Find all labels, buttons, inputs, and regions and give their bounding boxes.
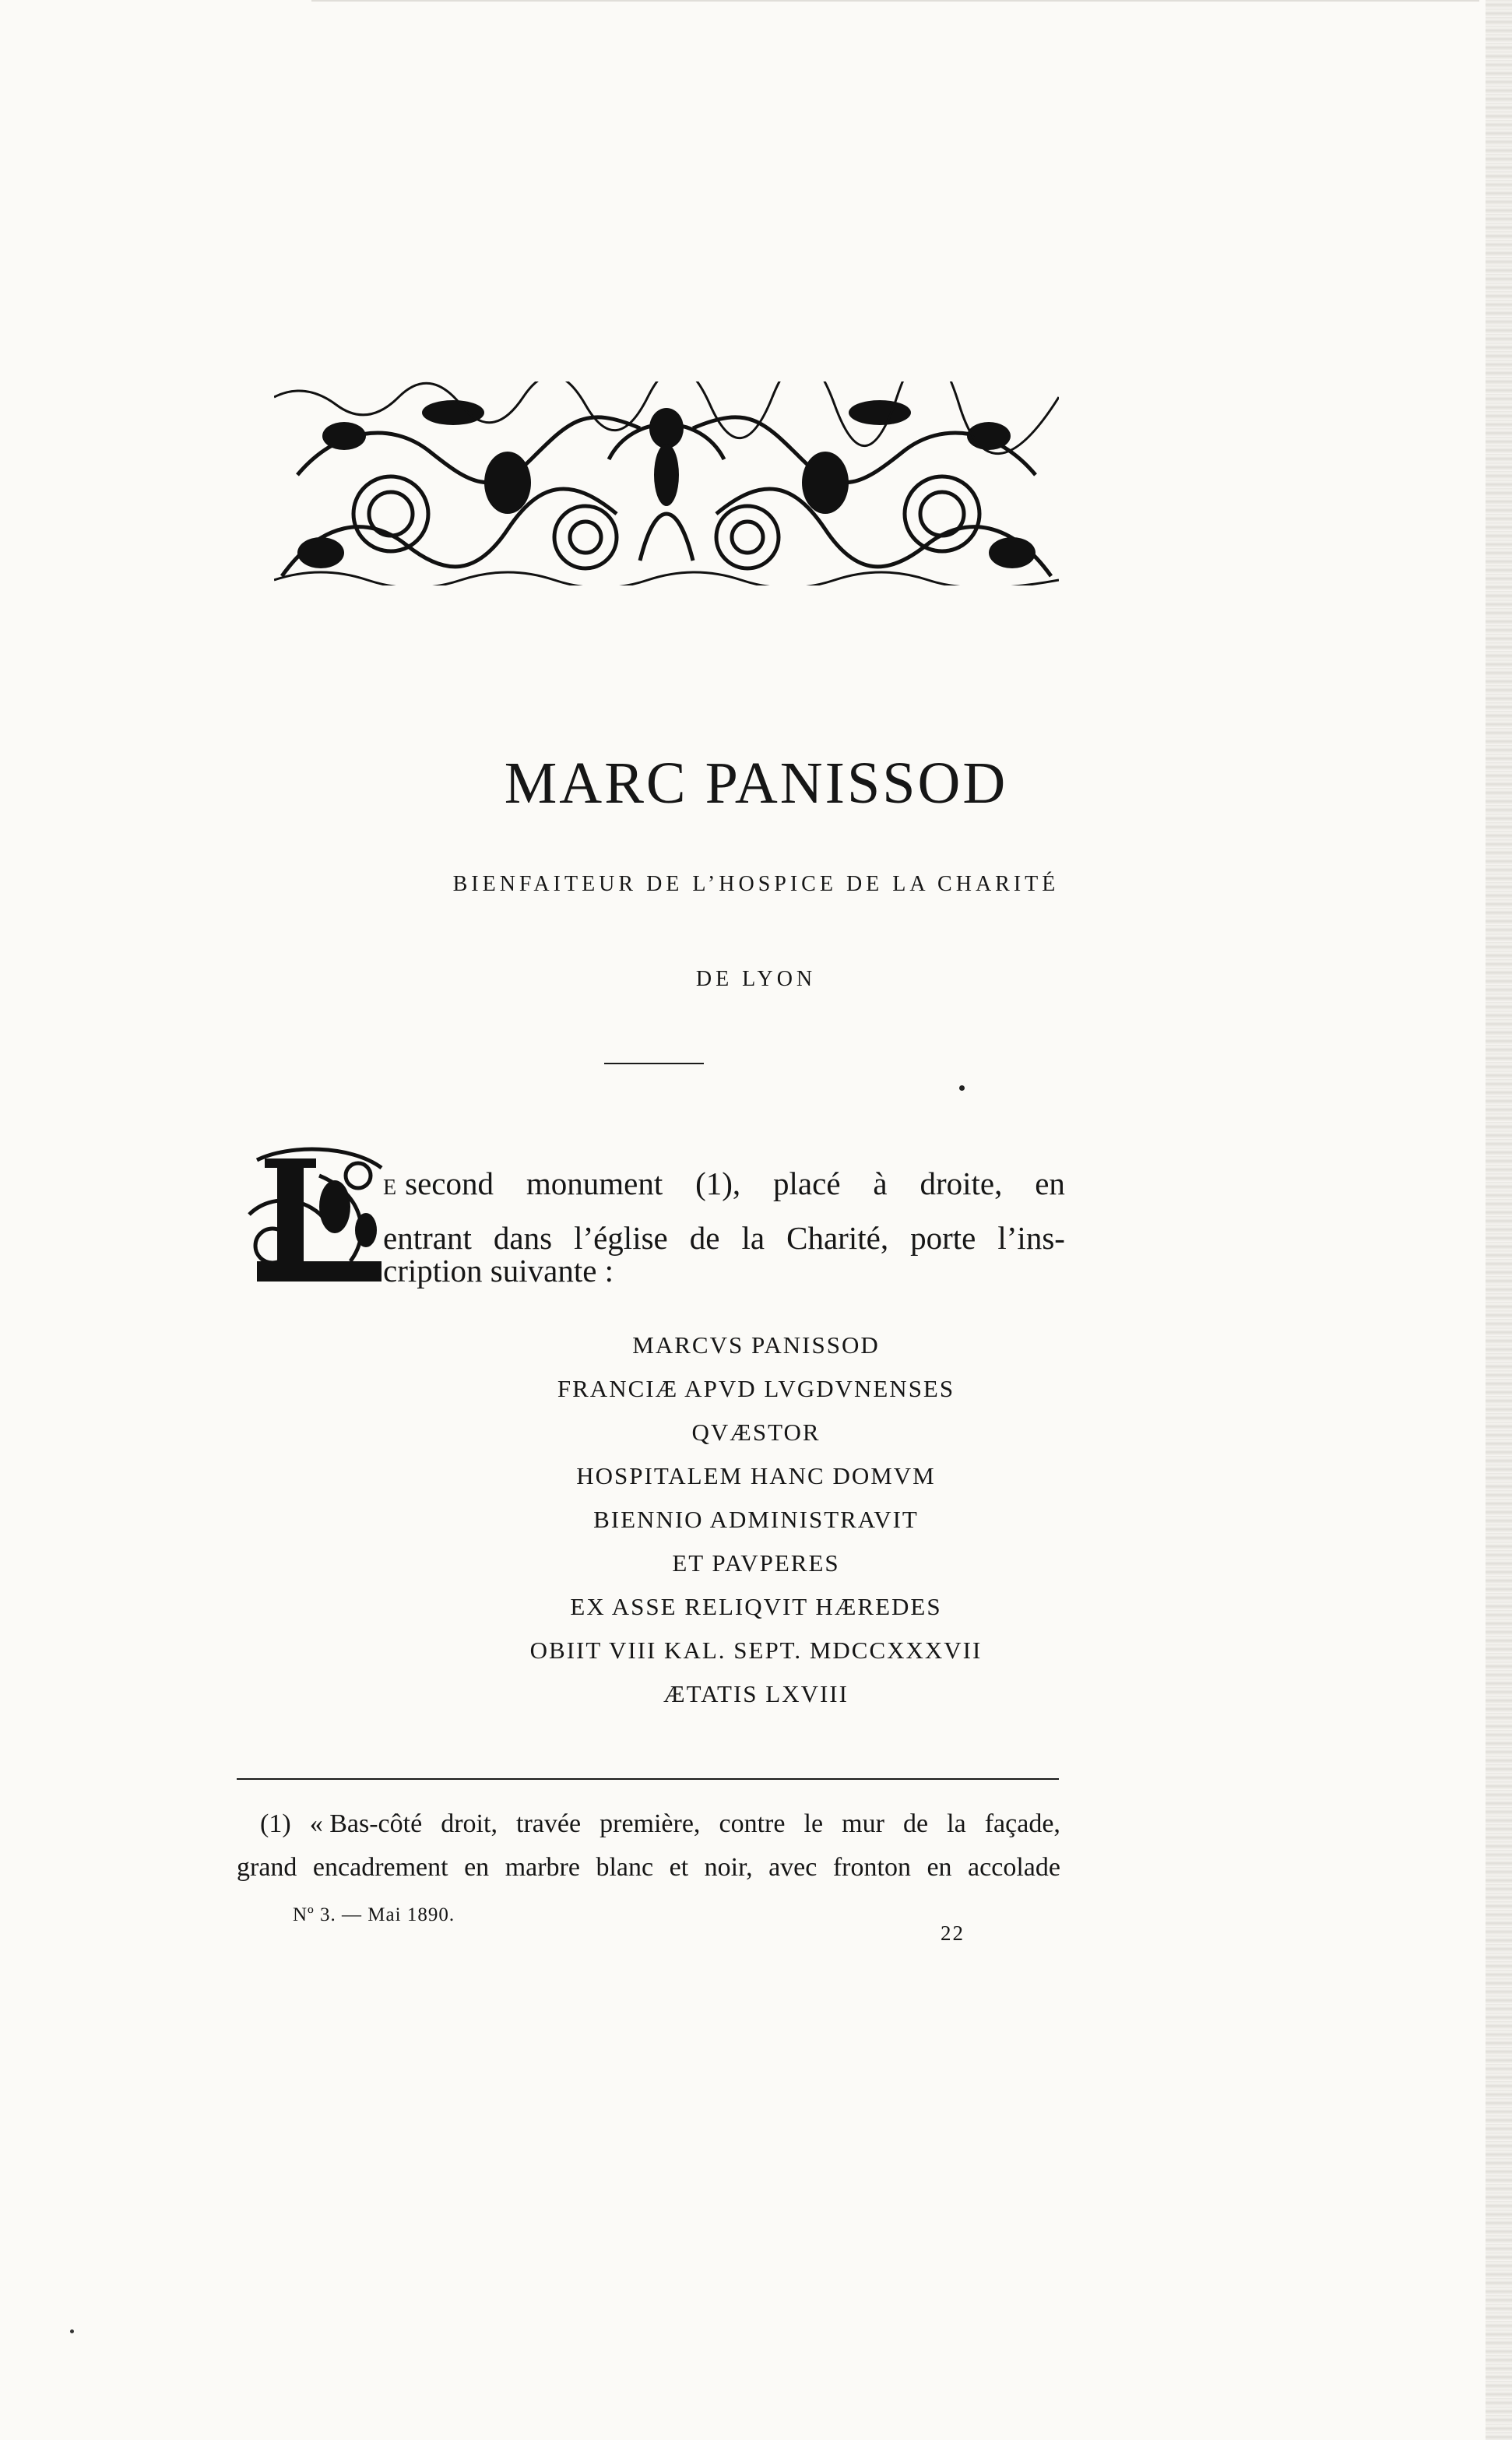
footnote-word: la bbox=[947, 1809, 966, 1838]
footnote-word: en bbox=[927, 1853, 952, 1882]
body-word: Charité, bbox=[786, 1220, 889, 1256]
inscription-line: BIENNIO ADMINISTRAVIT bbox=[593, 1506, 919, 1533]
footnote-word: le bbox=[803, 1809, 824, 1838]
footnote-word: blanc bbox=[596, 1853, 654, 1882]
body-word: la bbox=[741, 1220, 765, 1256]
body-word: à bbox=[873, 1166, 888, 1201]
inscription-line: ÆTATIS LXVIII bbox=[663, 1680, 849, 1707]
article-subtitle-line1: BIENFAITEUR DE L’HOSPICE DE LA CHARITÉ bbox=[452, 872, 1060, 896]
footnote-word: encadrement bbox=[312, 1853, 448, 1882]
body-line-1 bbox=[383, 1168, 1065, 1200]
smallcap-letter: E bbox=[383, 1176, 406, 1200]
footnote-divider bbox=[237, 1778, 1059, 1780]
footnote-word: marbre bbox=[505, 1853, 580, 1882]
body-word: placé bbox=[773, 1166, 841, 1201]
inscription-line: EX ASSE RELIQVIT HÆREDES bbox=[570, 1593, 942, 1620]
footnote-word: grand bbox=[237, 1853, 297, 1882]
inscription-line: HOSPITALEM HANC DOMVM bbox=[576, 1462, 936, 1489]
footnote-word: avec bbox=[768, 1853, 818, 1882]
dropcap-letter-l bbox=[241, 1144, 388, 1288]
ink-speck bbox=[959, 1085, 965, 1091]
inscription-line: QVÆSTOR bbox=[691, 1419, 821, 1446]
footnote-word: travée bbox=[516, 1809, 582, 1838]
scan-top-edge bbox=[311, 0, 1479, 6]
footnote-line-2 bbox=[237, 1855, 1060, 1881]
inscription-line: MARCVS PANISSOD bbox=[632, 1331, 880, 1359]
body-line-3: cription suivante : bbox=[383, 1253, 614, 1289]
scan-edge bbox=[1486, 0, 1512, 2440]
headpiece-ornament bbox=[274, 381, 1059, 585]
inscription-line: ET PAVPERES bbox=[672, 1549, 840, 1577]
footnote-word: noir, bbox=[704, 1853, 753, 1882]
ink-speck bbox=[70, 2329, 74, 2333]
footnote-word: en bbox=[464, 1853, 490, 1882]
inscription-line: FRANCIÆ APVD LVGDVNENSES bbox=[557, 1375, 955, 1402]
body-word: l’église bbox=[574, 1220, 668, 1256]
body-word: E second bbox=[383, 1166, 494, 1201]
footnote-word: façade, bbox=[984, 1809, 1060, 1838]
body-word: droite, bbox=[920, 1166, 1003, 1201]
footnote-word: première, bbox=[600, 1809, 701, 1838]
body-word: de bbox=[689, 1220, 720, 1256]
footnote-word: et bbox=[669, 1853, 689, 1882]
footnote-line-1 bbox=[260, 1811, 1060, 1837]
article-subtitle-line2: DE LYON bbox=[695, 967, 817, 991]
inscription-line: OBIIT VIII KAL. SEPT. MDCCXXXVII bbox=[529, 1637, 983, 1664]
page-number: 22 bbox=[941, 1921, 965, 1945]
body-word: porte bbox=[910, 1220, 976, 1256]
footnote-word: droit, bbox=[441, 1809, 498, 1838]
title-divider bbox=[604, 1063, 704, 1064]
footnote-word: mur bbox=[842, 1809, 884, 1838]
body-word: entrant bbox=[383, 1220, 472, 1256]
body-line-2 bbox=[383, 1222, 1065, 1254]
footnote-word: fronton bbox=[832, 1853, 911, 1882]
article-title: MARC PANISSOD bbox=[504, 751, 1008, 816]
issue-number: Nº 3. — Mai 1890. bbox=[293, 1904, 455, 1925]
footnote-word: contre bbox=[719, 1809, 786, 1838]
body-word: monument bbox=[526, 1166, 663, 1201]
footnote-word: de bbox=[902, 1809, 929, 1838]
body-word: dans bbox=[493, 1220, 553, 1256]
footnote-word: (1) bbox=[260, 1809, 291, 1838]
body-word: (1), bbox=[695, 1166, 741, 1201]
footnote-word: accolade bbox=[968, 1853, 1060, 1882]
body-word: en bbox=[1035, 1166, 1065, 1201]
body-word: l’ins- bbox=[997, 1220, 1065, 1256]
footnote-word: « Bas-côté bbox=[309, 1809, 423, 1838]
